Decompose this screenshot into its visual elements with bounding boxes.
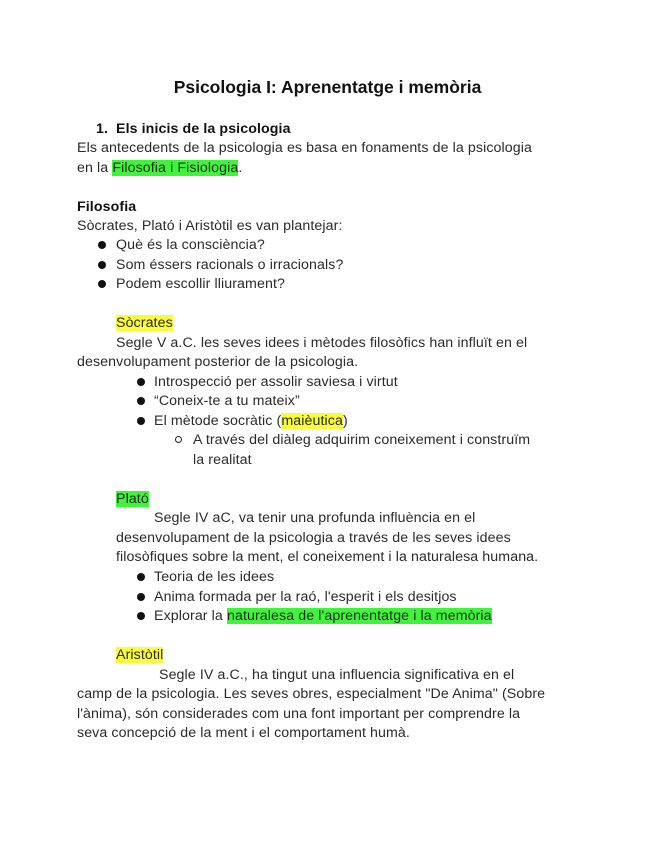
question-item: Som éssers racionals o irracionals?: [116, 257, 344, 273]
question-item: Què és la consciència?: [116, 237, 265, 253]
socrates-bullet: “Coneix-te a tu mateix”: [154, 393, 300, 409]
socrates-line-1: Segle V a.C. les seves idees i mètodes filosòfics han influït en el: [116, 335, 528, 351]
plato-line-1: Segle IV aC, va tenir una profunda influència en el: [154, 510, 476, 526]
bullet-icon: [98, 280, 106, 288]
highlight-maieutica: maièutica: [281, 413, 343, 429]
section-heading: Els inicis de la psicologia: [116, 121, 291, 137]
plato-heading: Plató: [116, 491, 149, 507]
socrates-heading: Sòcrates: [116, 315, 173, 331]
bullet-icon: [137, 378, 145, 386]
bullet-icon: [137, 593, 145, 601]
bullet-icon: [137, 417, 145, 425]
highlight-naturalesa: naturalesa de l'aprenentatge i la memòria: [226, 608, 492, 624]
section-number: 1.: [96, 121, 109, 137]
hollow-bullet-icon: [175, 436, 182, 443]
socrates-line-2: desenvolupament posterior de la psicologia.: [77, 354, 359, 370]
bullet-icon: [137, 573, 145, 581]
page-title: Psicologia I: Aprenentatge i memòria: [173, 77, 482, 97]
aristotil-line-1: Segle IV a.C., ha tingut una influencia significativa en el: [159, 667, 515, 683]
plato-bullet-3: Explorar la naturalesa de l'aprenentatge i la memòria: [154, 608, 492, 624]
filosofia-heading: Filosofia: [77, 199, 137, 215]
aristotil-line-2: camp de la psicologia. Les seves obres, especialment "De Anima" (Sobre: [77, 686, 546, 702]
socrates-method: El mètode socràtic (maièutica): [154, 413, 348, 429]
aristotil-line-3: l'ànima), són considerades com una font important per comprendre la: [77, 706, 521, 722]
intro-line-1: Els antecedents de la psicologia es basa en fonaments de la psicologia: [77, 140, 532, 156]
bullet-icon: [137, 612, 145, 620]
highlight-filosofia-fisiologia: Filosofia i Fisiologia: [112, 160, 239, 176]
aristotil-line-4: seva concepció de la ment i el comportament humà.: [77, 725, 410, 741]
plato-bullet: Teoria de les idees: [154, 569, 275, 585]
bullet-icon: [137, 397, 145, 405]
plato-line-3: filosòfiques sobre la ment, el coneixement i la naturalesa humana.: [116, 549, 539, 565]
intro-line-2: en la Filosofia i Fisiologia.: [77, 160, 243, 176]
socrates-sub-line-2: la realitat: [193, 452, 252, 468]
plato-bullet: Anima formada per la raó, l'esperit i els desitjos: [154, 589, 457, 605]
aristotil-heading: Aristòtil: [116, 647, 164, 663]
bullet-icon: [98, 241, 106, 249]
socrates-bullet: Introspecció per assolir saviesa i virtut: [154, 374, 398, 390]
plato-line-2: desenvolupament de la psicologia a través de les seves idees: [116, 530, 511, 546]
bullet-icon: [98, 261, 106, 269]
filosofia-intro: Sòcrates, Plató i Aristòtil es van plantejar:: [77, 218, 343, 234]
question-item: Podem escollir lliurament?: [116, 276, 285, 292]
socrates-sub-line-1: A través del diàleg adquirim coneixement i construïm: [193, 432, 531, 448]
